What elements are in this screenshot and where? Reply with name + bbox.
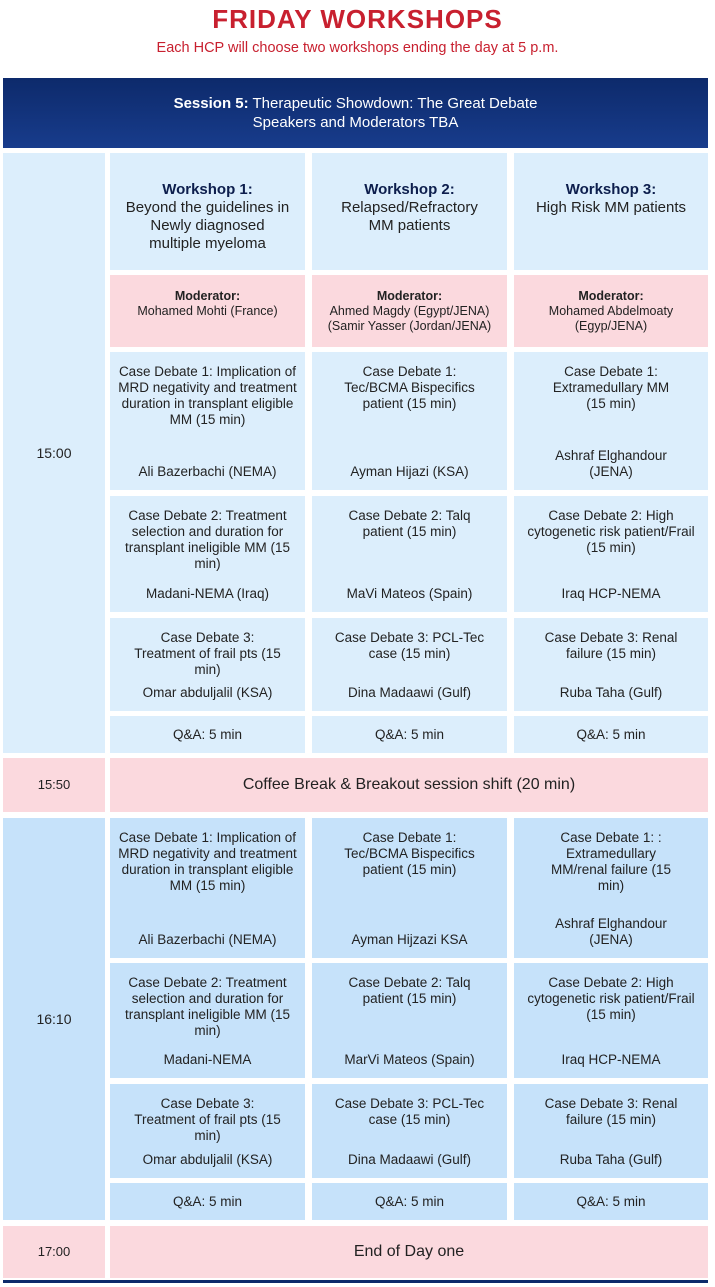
case-debate-cell xyxy=(312,963,507,1078)
case-speaker: Ruba Taha (Gulf) xyxy=(559,685,663,700)
time-slot-1500 xyxy=(3,153,105,753)
case-debate-cell xyxy=(514,618,708,711)
case-title: Case Debate 1: Tec/BCMA Bispecifics patient (15 min) xyxy=(344,830,475,877)
case-title: Case Debate 3: PCL-Tec case (15 min) xyxy=(334,1096,485,1127)
moderator-label: Moderator: xyxy=(174,289,241,303)
workshop-label: Workshop 1: xyxy=(162,181,253,198)
workshop-2-header xyxy=(312,153,507,270)
case-debate-cell xyxy=(110,618,305,711)
qa-cell xyxy=(110,1183,305,1220)
case-title: Case Debate 2: Talq patient (15 min) xyxy=(348,975,471,1006)
case-debate-cell xyxy=(110,963,305,1078)
moderator-cell xyxy=(312,275,507,347)
end-of-day-row xyxy=(110,1226,708,1278)
case-debate-cell xyxy=(514,1084,708,1178)
session-label: Session 5: xyxy=(173,95,249,112)
workshop-title: High Risk MM patients xyxy=(535,199,687,216)
case-title: Case Debate 3: Treatment of frail pts (15 min) xyxy=(134,1096,281,1143)
time-label: 15:50 xyxy=(37,777,71,792)
case-title: Case Debate 1: Extramedullary MM (15 min) xyxy=(552,364,670,411)
workshop-label: Workshop 3: xyxy=(565,181,657,198)
case-speaker: Madani-NEMA xyxy=(163,1052,252,1067)
workshop-3-header xyxy=(514,153,708,270)
qa-cell xyxy=(514,1183,708,1220)
qa-cell xyxy=(110,716,305,753)
time-slot-1550 xyxy=(3,758,105,812)
case-debate-cell xyxy=(514,963,708,1078)
qa-cell xyxy=(312,1183,507,1220)
case-title: Case Debate 3: PCL-Tec case (15 min) xyxy=(334,630,485,661)
case-speaker: MarVi Mateos (Spain) xyxy=(344,1052,475,1067)
workshop-label: Workshop 2: xyxy=(364,181,455,198)
qa-label: Q&A: 5 min xyxy=(374,1193,445,1209)
qa-cell xyxy=(312,716,507,753)
case-title: Case Debate 1: : Extramedullary MM/renal failure (15 min) xyxy=(550,830,672,893)
case-speaker: Ashraf Elghandour (JENA) xyxy=(555,916,667,947)
case-debate-cell xyxy=(110,818,305,958)
case-speaker: Dina Madaawi (Gulf) xyxy=(347,685,472,700)
time-slot-1610 xyxy=(3,818,105,1220)
session-speakers: Speakers and Moderators TBA xyxy=(252,114,459,131)
page-subtitle: Each HCP will choose two workshops ending the day at 5 p.m. xyxy=(156,40,559,56)
moderator-name: Ahmed Magdy (Egypt/JENA) (Samir Yasser (Jordan/JENA) xyxy=(327,304,492,333)
case-debate-cell xyxy=(110,496,305,612)
workshop-1-header xyxy=(110,153,305,270)
case-title: Case Debate 2: Treatment selection and duration for transplant ineligible MM (15 min) xyxy=(124,508,291,571)
case-speaker: Madani-NEMA (Iraq) xyxy=(145,586,270,601)
case-title: Case Debate 2: High cytogenetic risk patient/Frail (15 min) xyxy=(527,975,695,1022)
case-debate-cell xyxy=(110,1084,305,1178)
page-title: FRIDAY WORKSHOPS xyxy=(212,4,503,34)
moderator-cell xyxy=(110,275,305,347)
case-speaker: Iraq HCP-NEMA xyxy=(561,586,661,601)
case-title: Case Debate 3: Renal failure (15 min) xyxy=(544,1096,678,1127)
case-debate-cell xyxy=(312,618,507,711)
case-speaker: Ruba Taha (Gulf) xyxy=(559,1152,663,1167)
case-debate-cell xyxy=(312,1084,507,1178)
qa-label: Q&A: 5 min xyxy=(576,726,646,742)
case-debate-cell xyxy=(312,352,507,490)
break-label: Coffee Break & Breakout session shift (20 min) xyxy=(242,776,576,793)
case-speaker: Omar abduljalil (KSA) xyxy=(142,1152,273,1167)
case-debate-cell xyxy=(312,818,507,958)
case-speaker: Omar abduljalil (KSA) xyxy=(142,685,273,700)
qa-label: Q&A: 5 min xyxy=(576,1193,646,1209)
workshop-title: Beyond the guidelines in Newly diagnosed multiple myeloma xyxy=(125,199,290,252)
case-title: Case Debate 2: Talq patient (15 min) xyxy=(348,508,471,539)
moderator-name: Mohamed Abdelmoaty (Egyp/JENA) xyxy=(548,304,674,333)
moderator-cell xyxy=(514,275,708,347)
case-debate-cell xyxy=(110,352,305,490)
case-title: Case Debate 2: High cytogenetic risk patient/Frail (15 min) xyxy=(527,508,695,555)
case-speaker: Ali Bazerbachi (NEMA) xyxy=(138,932,277,947)
session-banner xyxy=(3,78,708,148)
case-debate-cell xyxy=(514,352,708,490)
time-label: 16:10 xyxy=(36,1011,72,1027)
case-title: Case Debate 3: Treatment of frail pts (15 min) xyxy=(134,630,281,677)
case-debate-cell xyxy=(514,496,708,612)
time-label: 17:00 xyxy=(37,1244,71,1259)
time-slot-1700 xyxy=(3,1226,105,1278)
case-speaker: Ali Bazerbachi (NEMA) xyxy=(138,464,277,479)
case-title: Case Debate 2: Treatment selection and duration for transplant ineligible MM (15 min) xyxy=(124,975,291,1038)
case-speaker: Iraq HCP-NEMA xyxy=(561,1052,661,1067)
case-speaker: Dina Madaawi (Gulf) xyxy=(347,1152,472,1167)
case-title: Case Debate 3: Renal failure (15 min) xyxy=(544,630,678,661)
case-title: Case Debate 1: Implication of MRD negativity and treatment duration in transplant eligible MM (15 min) xyxy=(118,830,297,893)
time-label: 15:00 xyxy=(36,445,72,461)
case-debate-cell xyxy=(514,818,708,958)
session-name: Therapeutic Showdown: The Great Debate xyxy=(252,95,538,112)
workshop-title: Relapsed/Refractory MM patients xyxy=(341,199,478,234)
moderator-name: Mohamed Mohti (France) xyxy=(137,304,278,318)
case-title: Case Debate 1: Tec/BCMA Bispecifics patient (15 min) xyxy=(344,364,475,411)
end-label: End of Day one xyxy=(353,1243,465,1260)
case-speaker: MaVi Mateos (Spain) xyxy=(346,586,473,601)
case-speaker: Ashraf Elghandour (JENA) xyxy=(555,448,667,479)
moderator-label: Moderator: xyxy=(376,289,443,303)
moderator-label: Moderator: xyxy=(578,289,644,303)
qa-label: Q&A: 5 min xyxy=(374,726,445,742)
qa-cell xyxy=(514,716,708,753)
qa-label: Q&A: 5 min xyxy=(172,1193,243,1209)
case-speaker: Ayman Hijzazi KSA xyxy=(351,932,468,947)
case-title: Case Debate 1: Implication of MRD negativity and treatment duration in transplant eligible MM (15 min) xyxy=(118,364,297,427)
bottom-divider xyxy=(3,1280,708,1283)
case-speaker: Ayman Hijazi (KSA) xyxy=(350,464,469,479)
case-debate-cell xyxy=(312,496,507,612)
coffee-break-row xyxy=(110,758,708,812)
qa-label: Q&A: 5 min xyxy=(172,726,243,742)
